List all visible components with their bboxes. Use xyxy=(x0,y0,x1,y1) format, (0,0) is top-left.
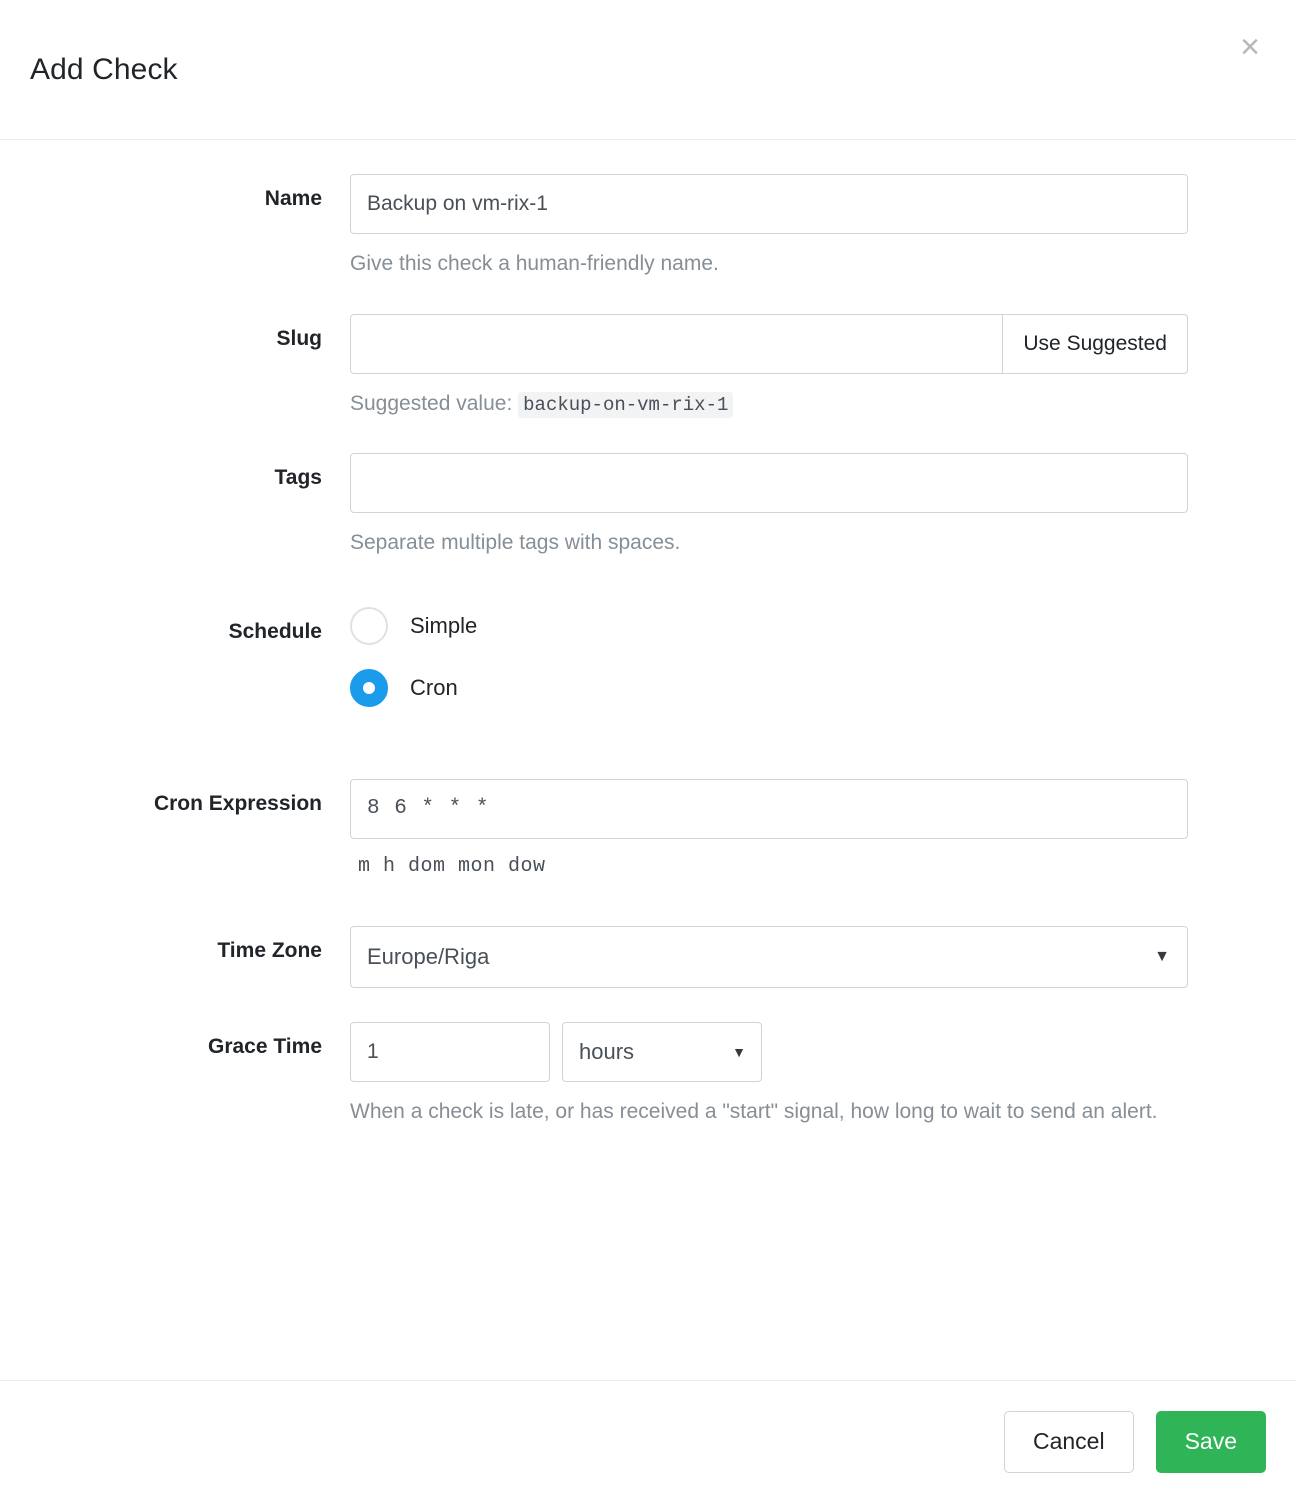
slug-input-group xyxy=(350,314,1188,374)
grace-time-label: Grace Time xyxy=(207,1034,322,1058)
field-row-grace-time xyxy=(30,1022,1266,1128)
cron-legend: m h dom mon dow xyxy=(358,854,546,878)
dialog-body xyxy=(0,140,1296,1380)
schedule-option-simple-label: Simple xyxy=(410,612,478,638)
use-suggested-button[interactable]: Use Suggested xyxy=(1003,314,1188,374)
slug-help-prefix: Suggested value: xyxy=(350,391,513,415)
radio-simple-icon[interactable] xyxy=(350,607,388,645)
chevron-down-icon: ▼ xyxy=(732,1043,746,1060)
schedule-option-simple[interactable] xyxy=(350,607,1188,645)
slug-input[interactable] xyxy=(350,314,1003,374)
field-row-slug xyxy=(30,314,1266,420)
timezone-label: Time Zone xyxy=(217,938,322,962)
schedule-option-cron-label: Cron xyxy=(410,674,458,700)
tags-input[interactable] xyxy=(350,453,1188,513)
name-input[interactable] xyxy=(350,174,1188,234)
schedule-label: Schedule xyxy=(228,619,322,643)
tags-label: Tags xyxy=(274,466,322,489)
tags-help: Separate multiple tags with spaces. xyxy=(350,531,681,554)
radio-cron-icon[interactable] xyxy=(350,669,388,707)
schedule-option-cron[interactable] xyxy=(350,669,1188,707)
timezone-select[interactable] xyxy=(350,926,1188,988)
cron-expression-input[interactable] xyxy=(350,779,1188,839)
dialog-header xyxy=(0,0,1296,140)
cron-label: Cron Expression xyxy=(153,791,322,815)
field-row-schedule xyxy=(30,607,1266,731)
grace-time-help: When a check is late, or has received a "start" signal, how long to wait to send an alert. xyxy=(350,1099,1158,1123)
cancel-button[interactable]: Cancel xyxy=(1004,1411,1134,1473)
slug-help xyxy=(350,388,1188,420)
grace-time-unit-select[interactable] xyxy=(562,1022,762,1082)
close-icon[interactable]: × xyxy=(1232,26,1268,68)
slug-suggested-value: backup-on-vm-rix-1 xyxy=(518,392,733,418)
chevron-down-icon: ▼ xyxy=(1154,947,1170,965)
slug-label: Slug xyxy=(276,326,322,350)
grace-time-input[interactable] xyxy=(350,1022,550,1082)
field-row-timezone xyxy=(30,926,1266,988)
page-title: Add Check xyxy=(30,52,178,86)
field-row-tags xyxy=(30,453,1266,559)
field-row-name xyxy=(30,174,1266,280)
field-row-cron xyxy=(30,779,1266,878)
dialog-footer xyxy=(0,1380,1296,1502)
name-label: Name xyxy=(264,187,322,210)
name-help: Give this check a human-friendly name. xyxy=(350,252,719,275)
save-button[interactable]: Save xyxy=(1156,1411,1266,1473)
